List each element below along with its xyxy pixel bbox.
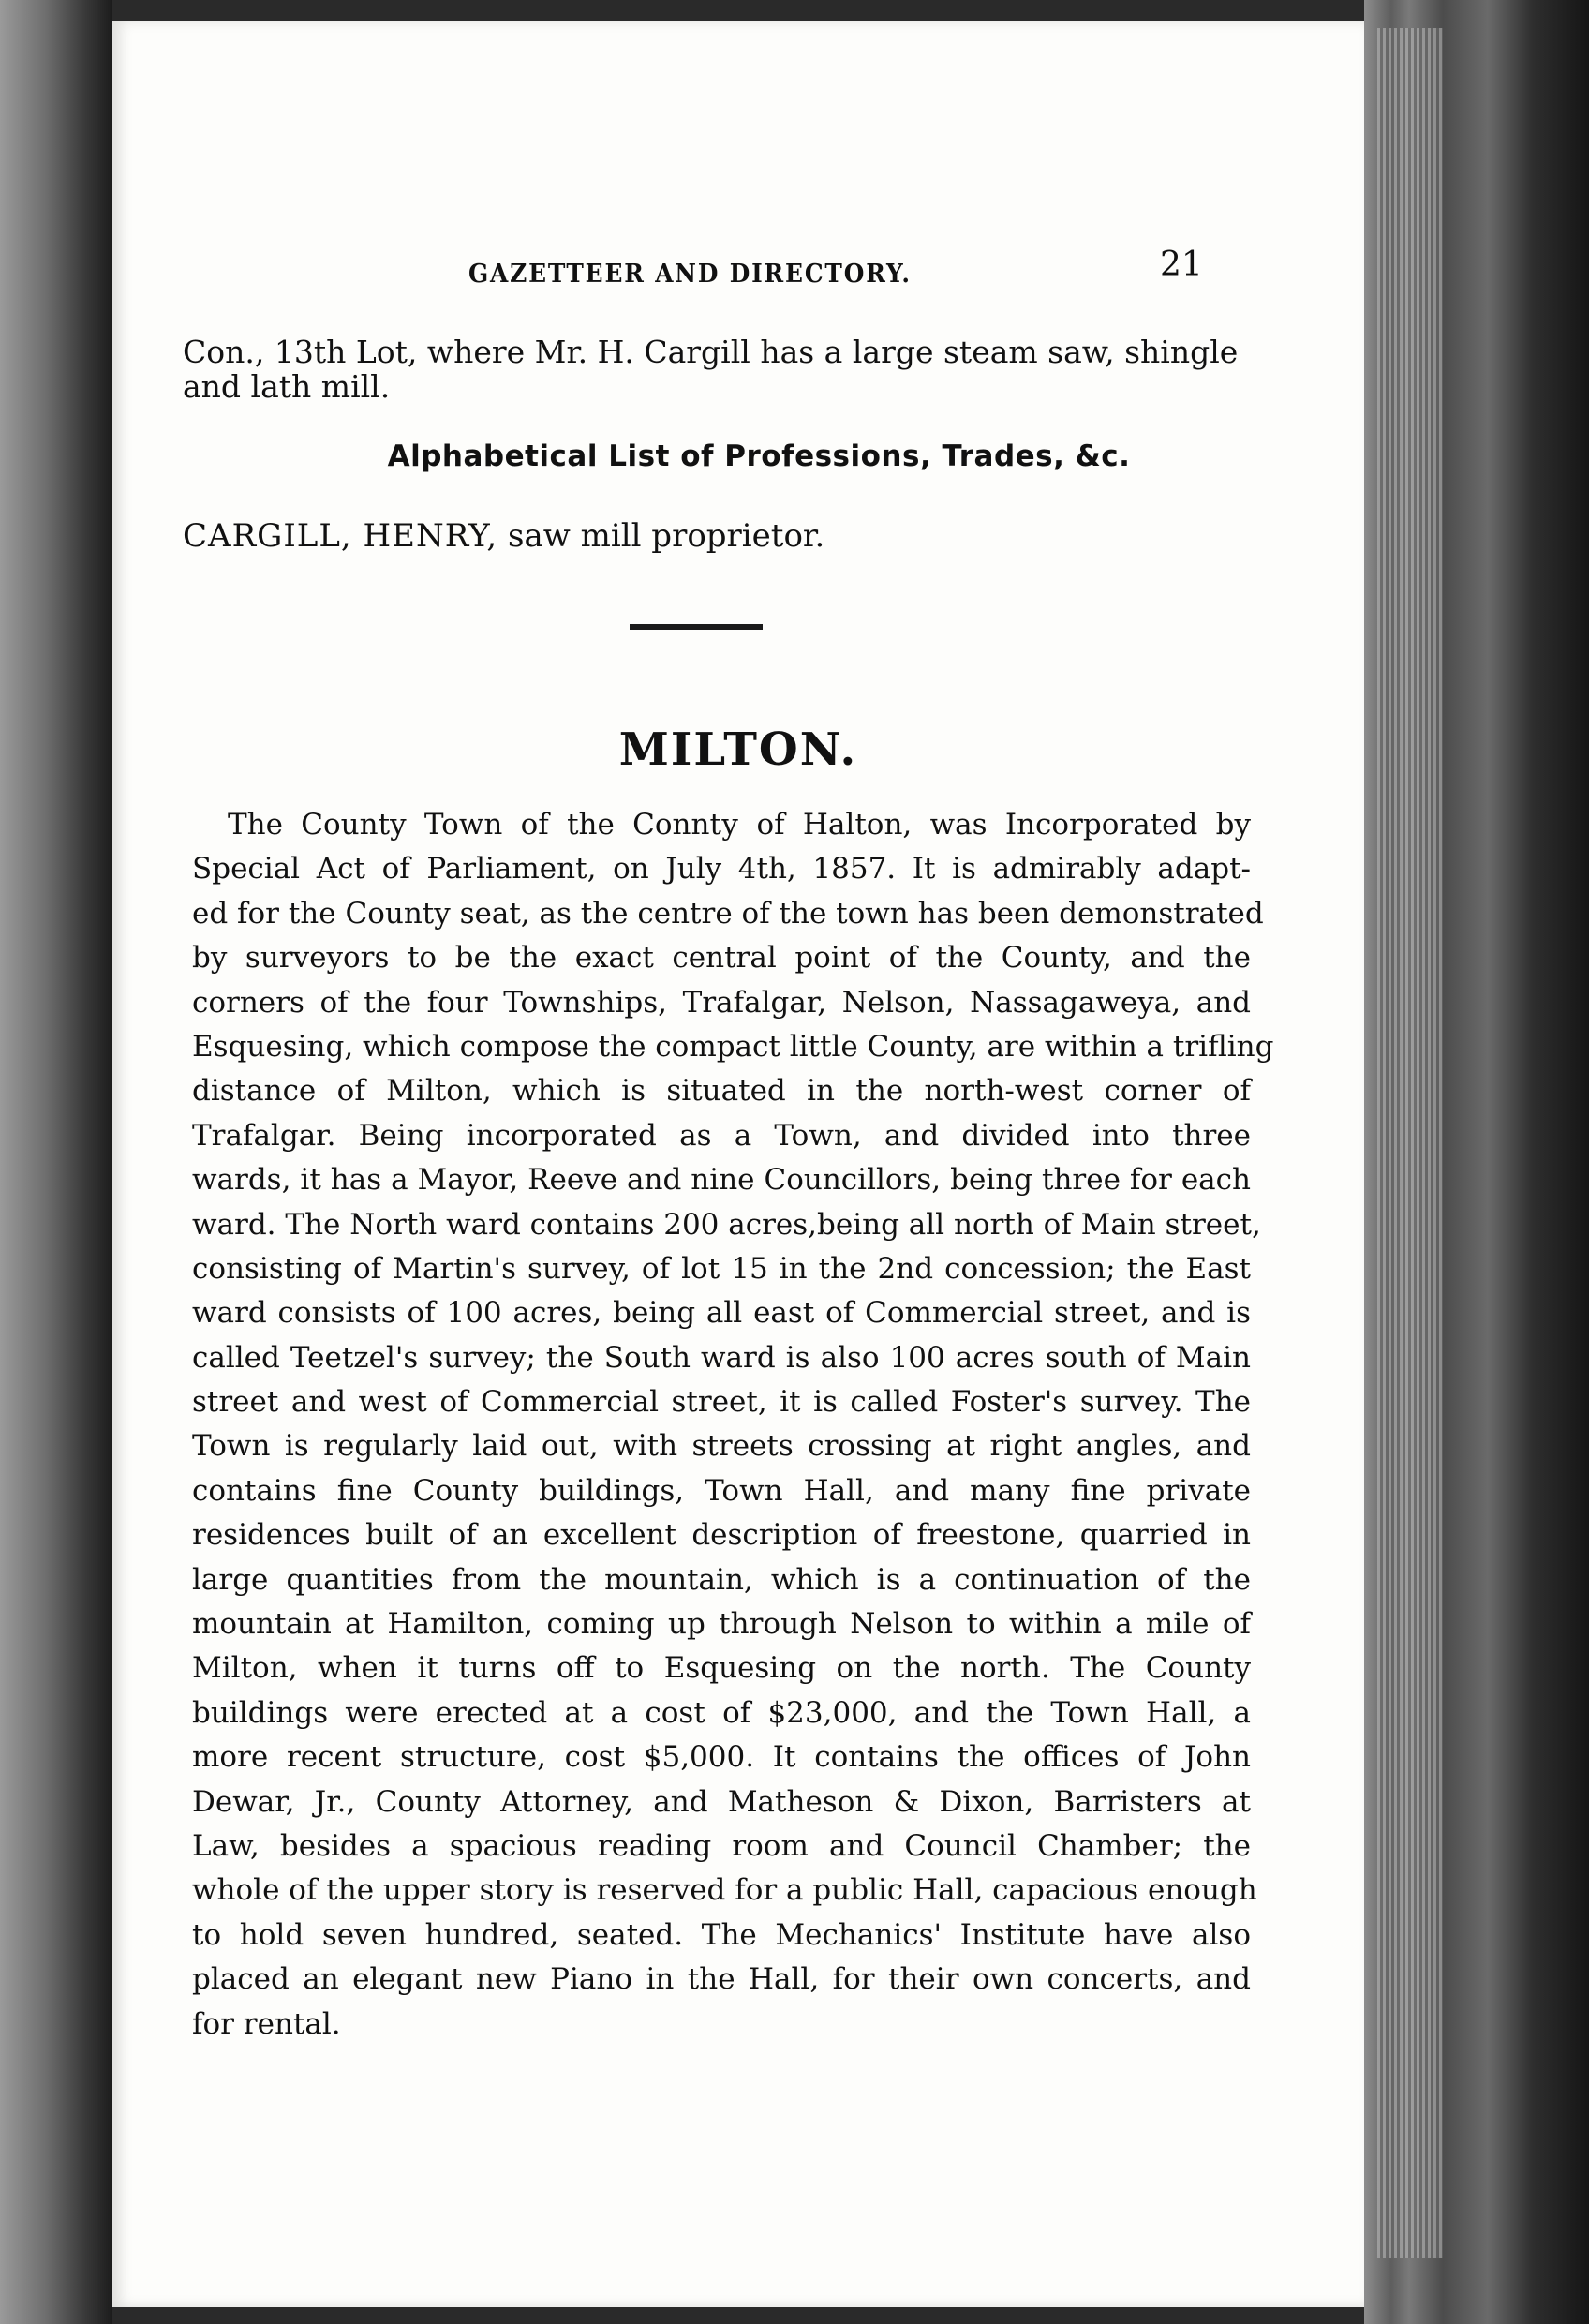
paragraph-line: contains fine County buildings, Town Hall, and many fine private bbox=[192, 1473, 1251, 1508]
paragraph-line: for rental. bbox=[192, 2006, 341, 2041]
paragraph-line: Esquesing, which compose the compact little County, are within a trifling bbox=[192, 1029, 1274, 1064]
page-leaves bbox=[1377, 28, 1443, 2258]
page-number: 21 bbox=[1160, 246, 1203, 284]
section-divider bbox=[630, 624, 763, 630]
list-heading: Alphabetical List of Professions, Trades, &c. bbox=[387, 439, 1131, 473]
book-page bbox=[112, 21, 1364, 2307]
continuation-line: and lath mill. bbox=[183, 368, 391, 405]
paragraph-line: Town is regularly laid out, with streets crossing at right angles, and bbox=[192, 1429, 1251, 1464]
paragraph-line: consisting of Martin's survey, of lot 15 in the 2nd concession; the East bbox=[192, 1251, 1251, 1286]
paragraph-line: called Teetzel's survey; the South ward is also 100 acres south of Main bbox=[192, 1340, 1251, 1375]
paragraph-line: wards, it has a Mayor, Reeve and nine Councillors, being three for each bbox=[192, 1163, 1251, 1198]
paragraph-line: large quantities from the mountain, which is a continuation of the bbox=[192, 1562, 1251, 1597]
paragraph-line: Law, besides a spacious reading room and Council Chamber; the bbox=[192, 1828, 1251, 1863]
entry-name: CARGILL, HENRY, bbox=[183, 517, 498, 555]
left-page-edge bbox=[0, 0, 112, 2324]
paragraph-line: corners of the four Townships, Trafalgar, Nelson, Nassagaweya, and bbox=[192, 985, 1251, 1020]
paragraph-line: ward consists of 100 acres, being all east of Commercial street, and is bbox=[192, 1296, 1251, 1331]
paragraph-line: by surveyors to be the exact central point of the County, and the bbox=[192, 941, 1251, 976]
paragraph-line: ed for the County seat, as the centre of the town has been demonstrated bbox=[192, 896, 1264, 931]
paragraph-line: Trafalgar. Being incorporated as a Town, and divided into three bbox=[192, 1118, 1251, 1153]
paragraph-line: mountain at Hamilton, coming up through Nelson to within a mile of bbox=[192, 1607, 1251, 1642]
paragraph-line: Special Act of Parliament, on July 4th, 1857. It is admirably adapt- bbox=[192, 852, 1251, 886]
running-header: GAZETTEER AND DIRECTORY. bbox=[468, 260, 912, 289]
paragraph-line: whole of the upper story is reserved for a public Hall, capacious enough bbox=[192, 1873, 1257, 1908]
paragraph-line: to hold seven hundred, seated. The Mechanics' Institute have also bbox=[192, 1917, 1251, 1952]
paragraph-line: buildings were erected at a cost of $23,000, and the Town Hall, a bbox=[192, 1695, 1251, 1730]
paragraph-line: Milton, when it turns off to Esquesing on the north. The County bbox=[192, 1651, 1251, 1686]
paragraph-line: street and west of Commercial street, it is called Foster's survey. The bbox=[192, 1385, 1251, 1420]
paragraph-line: placed an elegant new Piano in the Hall, for their own concerts, and bbox=[192, 1962, 1251, 1997]
paragraph-line: residences built of an excellent description of freestone, quarried in bbox=[192, 1518, 1251, 1553]
paragraph-line: The County Town of the Conntу of Halton, was Incorporated by bbox=[228, 808, 1251, 842]
continuation-line: Con., 13th Lot, where Mr. H. Cargill has a large steam saw, shingle bbox=[183, 334, 1239, 370]
paragraph-line: Dewar, Jr., County Attorney, and Matheson & Dixon, Barristers at bbox=[192, 1784, 1251, 1819]
paragraph-line: more recent structure, cost $5,000. It contains the offices of John bbox=[192, 1740, 1251, 1775]
entry-description: saw mill proprietor. bbox=[508, 517, 825, 555]
section-paragraph bbox=[192, 803, 1274, 2047]
directory-entry bbox=[183, 517, 824, 555]
paragraph-line: ward. The North ward contains 200 acres,being all north of Main street, bbox=[192, 1207, 1261, 1242]
paragraph-line: distance of Milton, which is situated in the north-west corner of bbox=[192, 1074, 1251, 1109]
section-title: MILTON. bbox=[618, 723, 858, 776]
